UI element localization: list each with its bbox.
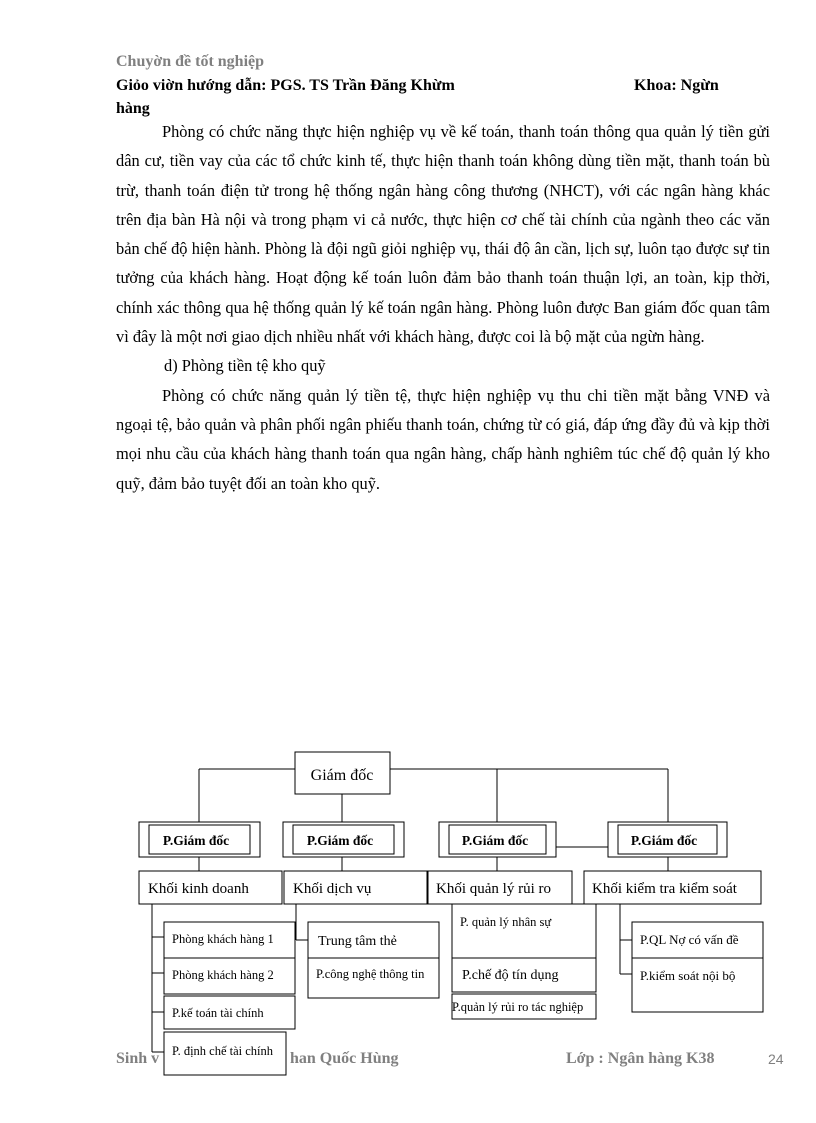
unit-box [452,904,596,958]
unit-label: Phòng khách hàng 1 [172,932,274,946]
deputy-label: P.Giám đốc [461,833,529,848]
unit-label: P. quản lý nhân sự [460,915,552,929]
footer-student-right: han Quốc Hùng [290,1050,399,1067]
block-control-label: Khối kiểm tra kiểm soát [592,881,737,897]
faculty-name: Khoa: Ngừn [634,77,719,94]
block-business-label: Khối kinh doanh [148,881,249,897]
deputy-director-4 [608,822,727,857]
page-number: 24 [768,1051,784,1067]
unit-label: Phòng khách hàng 2 [172,968,274,982]
unit-label: P.kế toán tài chính [172,1006,264,1020]
deputy-director-3 [439,822,556,857]
paragraph-treasury: Phòng có chức năng quản lý tiền tệ, thực hiện nghiệp vụ thu chi tiền mặt bằng VNĐ và ngoại tệ, bảo quản và phân phối ngân phiếu thanh toán, chứng từ có giá, đáp ứng đầy đủ và kịp thời mọi nhu cầu của khách hàng thanh toán qua ngân hàng, chấp hành nghiêm túc chế độ quản lý kho quỹ, đảm bảo tuyệt đối an toàn kho quỹ. [116,385,770,493]
unit-label: P.kiểm soát nội bộ [640,968,736,983]
unit-box [632,958,763,1012]
document-topic: Chuyờn đề tốt nghiệp [116,53,265,70]
unit-label: P.công nghệ thông tin [316,967,425,981]
advisor-name: Giỏo viờn hướng dẫn: PGS. TS Trần Đăng Khừm [116,77,455,94]
unit-label: P. định chế tài chính [172,1044,274,1058]
deputy-label: P.Giám đốc [630,833,698,848]
deputy-label: P.Giám đốc [306,833,374,848]
faculty-name-continued: hàng [116,100,150,117]
deputy-director-1 [139,822,260,857]
director-label: Giám đốc [310,767,374,784]
footer-class: Lớp : Ngân hàng K38 [566,1050,715,1067]
unit-label: P.quản lý rủi ro tác nghiệp [452,1000,584,1014]
paragraph-accounting: Phòng có chức năng thực hiện nghiệp vụ về kế toán, thanh toán thông qua quản lý tiền gửi dân cư, tiền vay của các tổ chức kinh tế, thực hiện thanh toán không dùng tiền mặt, thanh toán bù trừ, thanh toán điện tử trong hệ thống ngân hàng công thương (NHCT), với các ngân hàng khác trên địa bàn Hà nội và trong phạm vi cả nước, thực hiện cơ chế tài chính của ngành theo các văn bản chế độ hiện hành. Phòng là đội ngũ giỏi nghiệp vụ, thái độ ân cần, lịch sự, luôn tạo được sự tin tưởng của khách hàng. Hoạt động kế toán luôn đảm bảo thanh toán thuận lợi, an toàn, kịp thời, chính xác thông qua hệ thống quản lý kế toán ngân hàng. Phòng luôn được Ban giám đốc quan tâm vì đây là một nơi giao dịch nhiều nhất với khách hàng, được coi là bộ mặt của ngừn hàng. [116,122,770,347]
footer-student-left: Sinh v [116,1050,160,1067]
deputy-label: P.Giám đốc [162,833,230,848]
block-services-label: Khối dịch vụ [293,881,372,897]
section-subheading: d) Phòng tiền tệ kho quỹ [164,356,326,376]
block-risk-label: Khối quản lý rủi ro [436,881,551,897]
unit-label: P.chế độ tín dụng [462,968,559,983]
unit-label: P.QL Nợ có vấn đề [640,932,739,947]
unit-label: Trung tâm thẻ [318,934,397,949]
deputy-director-2 [283,822,404,857]
